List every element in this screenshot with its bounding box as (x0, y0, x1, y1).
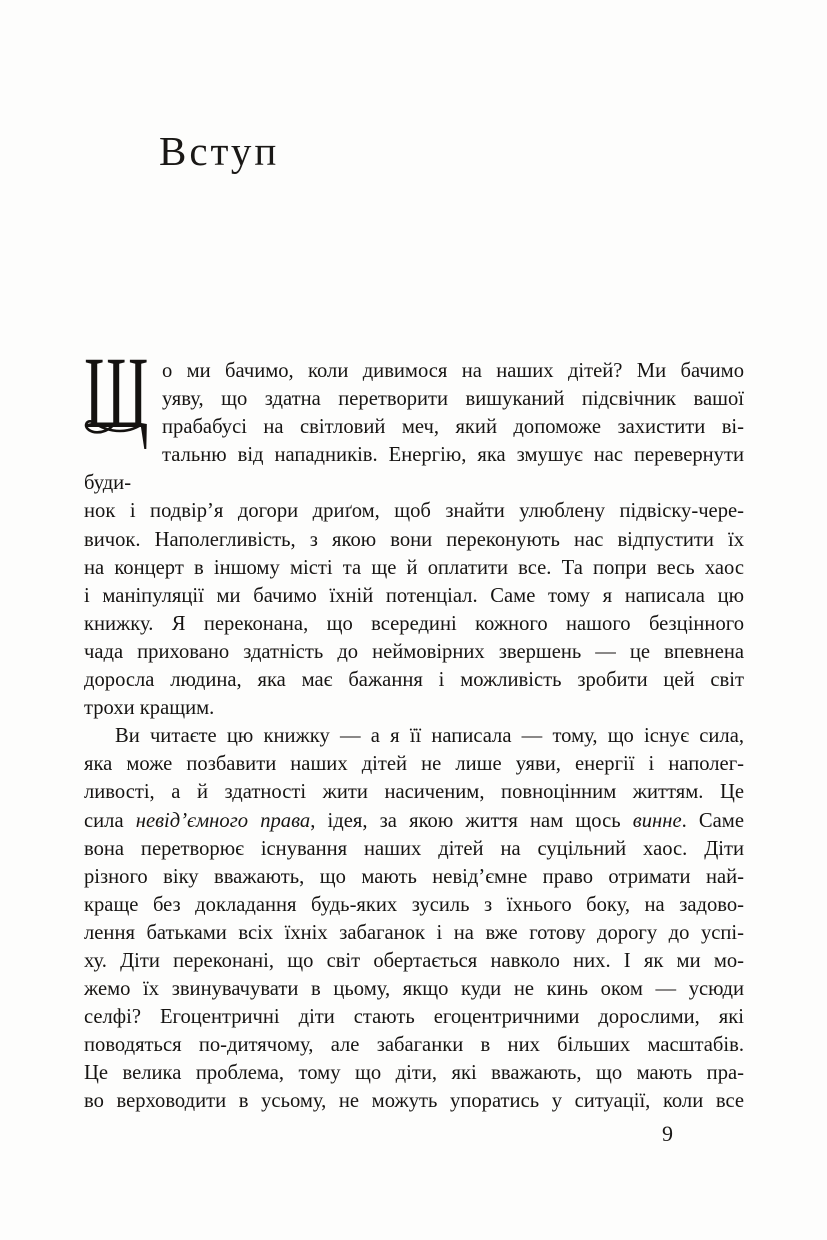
page-number: 9 (662, 1121, 673, 1146)
text-line: уяву, що здатна перетворити вишуканий підсвічник вашої (162, 388, 744, 411)
text-line: чада приховано здатність до неймовірних звершень — це впевнена (84, 640, 744, 663)
text-line: на концерт в іншому місті та ще й оплатити все. Та попри весь хаос (84, 556, 744, 579)
paragraph (84, 357, 744, 722)
text-line: ху. Діти переконані, що світ обертається навколо них. І як ми мо- (84, 949, 744, 972)
drop-cap-letter: Щ (84, 336, 149, 450)
text-line: лення батьками всіх їхніх забаганок і на вже готову дорогу до успі- (84, 921, 744, 944)
text-line: Це велика проблема, тому що діти, які вважають, що мають пра- (84, 1062, 744, 1085)
text-line: книжку. Я переконана, що всередині кожного нашого безцінного (84, 612, 744, 635)
text-line: жемо їх звинувачувати в цьому, якщо куди не кинь оком — усюди (84, 978, 744, 1001)
text-line: сила невід’ємного права, ідея, за якою життя нам щось винне. Саме (84, 809, 744, 832)
chapter-title: Вступ (159, 128, 280, 174)
text-line: яка може позбавити наших дітей не лише уяви, енергії і наполег- (84, 753, 744, 776)
paragraphs (84, 357, 744, 1116)
text-line: о ми бачимо, коли дивимося на наших дітей? Ми бачимо (162, 360, 744, 382)
text-line: прабабусі на світловий меч, який допоможе захистити ві- (162, 416, 744, 439)
text-line: і маніпуляції ми бачимо їхній потенціал. Саме тому я написала цю (84, 584, 744, 607)
text-line: краще без докладання будь-яких зусиль з їхнього боку, на задово- (84, 893, 744, 916)
body-text (84, 336, 744, 1116)
text-line: вона перетворює існування наших дітей на суцільний хаос. Діти (84, 837, 744, 860)
text-line: тальню від нападників. Енергію, яка змушує нас перевернути буди- (84, 444, 744, 495)
text-line: нок і подвір’я догори дриґом, щоб знайти улюблену підвіску-чере- (84, 500, 744, 523)
text-line: доросла людина, яка має бажання і можливість зробити цей світ (84, 669, 744, 692)
text-line: во верховодити в усьому, не можуть упоратись у ситуації, коли все (84, 1090, 744, 1113)
text-line: ливості, а й здатності жити насиченим, повноцінним життям. Це (84, 781, 744, 804)
text-line: Ви читаєте цю книжку — а я її написала — тому, що існує сила, (115, 725, 744, 748)
text-line: різного віку вважають, що мають невід’ємне право отримати най- (84, 865, 744, 888)
text-line: селфі? Егоцентричні діти стають егоцентричними дорослими, які (84, 1006, 744, 1029)
text-line: трохи кращим. (84, 697, 215, 720)
paragraph (84, 722, 744, 1115)
text-line: поводяться по-дитячому, але забаганки в них більших масштабів. (84, 1034, 744, 1057)
text-line: вичок. Наполегливість, з якою вони переконують нас відпустити їх (84, 528, 744, 551)
drop-cap-flourish-icon (81, 417, 143, 441)
drop-cap (84, 336, 153, 450)
